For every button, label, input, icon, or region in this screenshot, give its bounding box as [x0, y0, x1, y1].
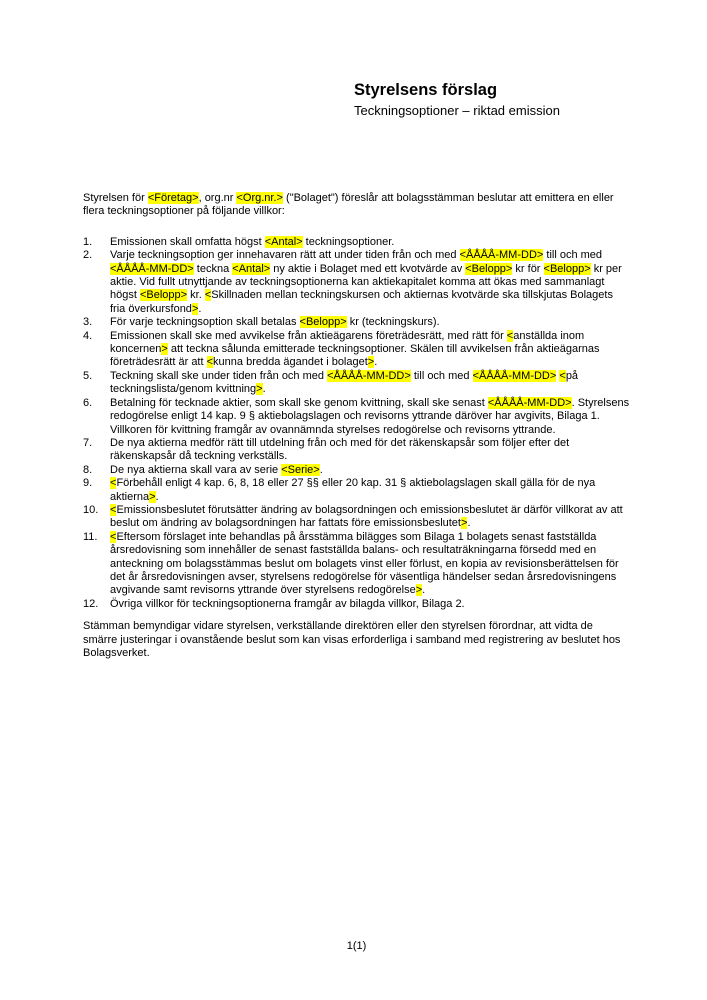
list-item-number: 5.: [83, 369, 93, 382]
list-item-number: 12.: [83, 597, 99, 610]
list-item-text: [110, 316, 630, 329]
list-item-text: [110, 504, 630, 531]
list-item-text: [110, 598, 630, 611]
list-item: [83, 316, 630, 329]
highlighted-placeholder: <ÅÅÅÅ-MM-DD>: [327, 369, 411, 382]
highlighted-placeholder: >: [256, 383, 263, 396]
document-title: Styrelsens förslag: [354, 81, 498, 99]
text-segment: Förbehåll enligt 4 kap. 6, 8, 18 eller 27 §§ eller 20 kap. 31 § aktiebolagslagen skall gälla för de nya aktierna: [110, 477, 596, 503]
text-segment: .: [467, 517, 471, 530]
list-item: [83, 464, 630, 477]
text-segment: teckna: [193, 262, 233, 275]
list-item-number: 11.: [83, 530, 98, 543]
list-item-number: 8.: [83, 463, 93, 476]
highlighted-placeholder: <: [110, 503, 117, 516]
document-header: [354, 81, 560, 119]
list-item-text: [110, 236, 630, 249]
text-segment: ny aktie i Bolaget med ett kvotvärde av: [270, 262, 466, 275]
list-item-number: 10.: [83, 503, 99, 516]
list-item-number: 6.: [83, 396, 93, 409]
text-segment: kr.: [187, 289, 205, 302]
highlighted-placeholder: <ÅÅÅÅ-MM-DD>: [459, 249, 544, 262]
highlighted-placeholder: <: [559, 369, 566, 382]
text-segment: kr (teckningskurs).: [346, 316, 440, 329]
list-item-number: 2.: [83, 249, 93, 262]
text-segment: Skillnaden mellan teckningskursen och aktiernas kvotvärde ska tillskjutas Bolagets fria överkursfond: [110, 289, 613, 315]
highlighted-placeholder: >: [149, 490, 156, 503]
text-segment: Övriga villkor för teckningsoptionerna framgår av bilagda villkor, Bilaga 2.: [110, 597, 465, 610]
highlighted-placeholder: <Belopp>: [139, 289, 188, 302]
text-segment: teckningsoptioner.: [302, 235, 395, 248]
list-item: [83, 236, 630, 249]
text-segment: Varje teckningsoption ger innehavaren rätt att under tiden från och med: [110, 249, 460, 262]
text-segment: att teckna sålunda emitterade teckningsoptioner. Skälen till avvikelsen från aktieägarnas företrädesrätt är att: [110, 343, 600, 369]
text-segment: .: [262, 383, 266, 396]
list-item: [83, 397, 630, 437]
page-footer: [83, 940, 630, 953]
list-item-text: [110, 464, 630, 477]
list-item: [83, 504, 630, 531]
text-segment: Emissionen skall omfatta högst: [110, 235, 265, 248]
list-item-number: 9.: [83, 477, 93, 490]
highlighted-placeholder: >: [191, 302, 199, 315]
highlighted-placeholder: <ÅÅÅÅ-MM-DD>: [487, 396, 572, 409]
highlighted-placeholder: <Belopp>: [465, 262, 513, 275]
list-item-number: 4.: [83, 329, 93, 342]
text-segment: kr för: [512, 262, 544, 275]
text-segment: .: [198, 302, 202, 315]
terms-list: [83, 236, 630, 611]
highlighted-placeholder: <Belopp>: [543, 262, 591, 275]
text-segment: Eftersom förslaget inte behandlas på årsstämma bilägges som Bilaga 1 bolagets senast fastställda årsredovisning som innehåller de senast fastställda balans- och resultaträkningarna försedd med en anteckning om bolagsstämmas beslut om bolagets vinst eller förlust, en kopia av revisionsberättelsen för det år årsredovisningen avser, styrelsens redogörelse för väsentliga händelser sedan årsredovisningens avgivande samt revisorns yttrande över styrelsens redogörelse: [110, 530, 619, 597]
highlighted-placeholder: <: [206, 356, 214, 369]
list-item-text: [110, 477, 630, 504]
highlighted-placeholder: <: [110, 477, 117, 490]
closing-paragraph: [83, 620, 630, 660]
list-item-text: [110, 330, 630, 370]
list-item-text: [110, 531, 630, 598]
highlighted-placeholder: <Org.nr.>: [236, 192, 283, 204]
highlighted-placeholder: <ÅÅÅÅ-MM-DD>: [110, 262, 194, 275]
list-item: [83, 370, 630, 397]
text-segment: Emissionen skall ske med avvikelse från aktieägarens företrädesrätt, med rätt för: [110, 329, 507, 342]
list-item-number: 7.: [83, 436, 93, 449]
highlighted-placeholder: <: [506, 329, 514, 342]
text-segment: .: [374, 356, 378, 369]
highlighted-placeholder: <: [110, 530, 117, 543]
list-item: [83, 598, 630, 611]
text-segment: ("Bolaget") föreslår att bolagsstämman beslutar att emittera en eller flera teckningsoptioner på följande villkor:: [83, 192, 614, 218]
text-segment: till och med: [543, 249, 603, 262]
list-item-text: [110, 397, 630, 437]
text-segment: De nya aktierna medför rätt till utdelning från och med för det räkenskapsår som följer efter det räkenskapsår då teckning verkställs.: [110, 436, 570, 463]
highlighted-placeholder: >: [367, 356, 375, 369]
highlighted-placeholder: >: [161, 343, 168, 356]
list-item: [83, 477, 630, 504]
list-item-text: [110, 249, 630, 316]
text-segment: Teckning skall ske under tiden från och med: [110, 369, 328, 382]
highlighted-placeholder: <Antal>: [264, 235, 303, 248]
text-segment: .: [155, 490, 159, 503]
list-item: [83, 330, 630, 370]
text-segment: .: [422, 584, 426, 597]
text-segment: Stämman bemyndigar vidare styrelsen, verkställande direktören eller den styrelsen förordnar, att vidta de smärre justeringar i ovanstående beslut som kan visas erforderliga i samband med registrering av beslutet hos Bolagsverket.: [83, 620, 621, 659]
highlighted-placeholder: <Serie>: [281, 463, 320, 476]
text-segment: . Styrelsens redogörelse enligt 14 kap. 9 § aktiebolagslagen och revisorns yttrande däröver har avgivits, Bilaga 1. Villkoren för kvittning framgår av ovannämnda styrelses redogörelse och revisorns yttrande.: [110, 396, 630, 436]
highlighted-placeholder: >: [415, 584, 423, 597]
page-number: 1(1): [346, 940, 367, 952]
text-segment: anställda inom koncernen: [110, 329, 585, 356]
highlighted-placeholder: <: [204, 289, 212, 302]
text-segment: Betalning för tecknade aktier, som skall ske genom kvittning, skall ske senast: [110, 396, 488, 409]
list-item: [83, 531, 630, 598]
text-segment: För varje teckningsoption skall betalas: [110, 316, 300, 329]
list-item-text: [110, 437, 630, 464]
list-item-text: [110, 370, 630, 397]
text-segment: på teckningslista/genom kvittning: [110, 369, 579, 396]
highlighted-placeholder: <Belopp>: [299, 316, 347, 329]
highlighted-placeholder: <Antal>: [232, 262, 271, 275]
list-item: [83, 249, 630, 316]
text-segment: Emissionsbeslutet förutsätter ändring av bolagsordningen och emissionsbeslutet är därför villkorat av att beslut om ändring av bolagsordningen har fattats före emissionsbeslutet: [110, 503, 623, 530]
highlighted-placeholder: <ÅÅÅÅ-MM-DD>: [472, 369, 557, 382]
list-item: [83, 437, 630, 464]
highlighted-placeholder: <Företag>: [147, 192, 199, 204]
text-segment: kunna bredda ägandet i bolaget: [213, 356, 368, 369]
text-segment: Styrelsen för: [83, 192, 148, 204]
highlighted-placeholder: >: [461, 517, 468, 530]
intro-paragraph: [83, 192, 630, 219]
text-segment: kr per aktie. Vid fullt utnyttjande av teckningsoptionerna kan aktiekapitalet komma att ökas med sammanlagt högst: [110, 262, 622, 302]
text-segment: till och med: [410, 369, 473, 382]
text-segment: .: [319, 463, 323, 476]
document-body: [83, 192, 630, 660]
list-item-number: 1.: [83, 235, 93, 248]
list-item-number: 3.: [83, 316, 93, 329]
text-segment: De nya aktierna skall vara av serie: [110, 463, 282, 476]
document-subtitle: Teckningsoptioner – riktad emission: [354, 103, 560, 118]
text-segment: , org.nr: [198, 192, 237, 204]
